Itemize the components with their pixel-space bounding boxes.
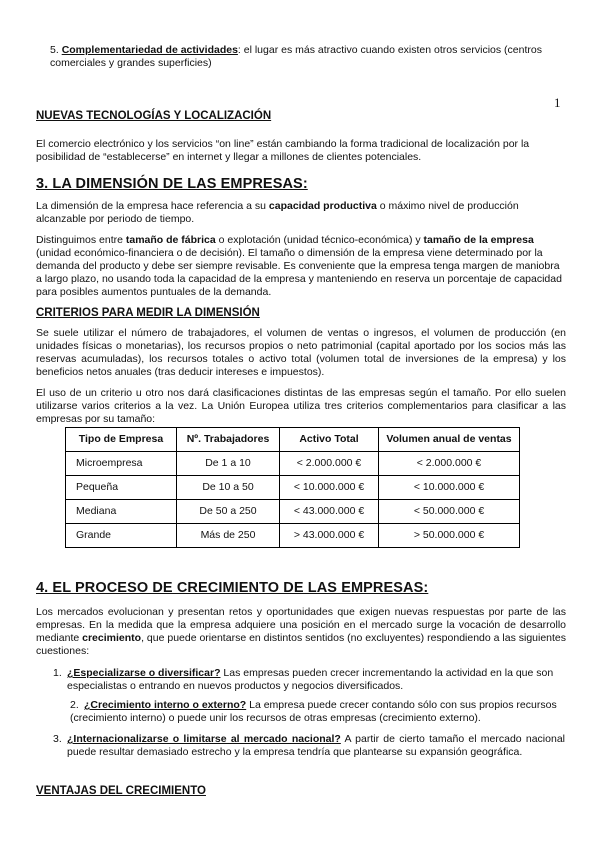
table-cell: De 10 a 50 bbox=[177, 476, 280, 500]
table-cell: De 50 a 250 bbox=[177, 500, 280, 524]
table-cell: > 43.000.000 € bbox=[280, 524, 379, 548]
section-heading-tech: NUEVAS TECNOLOGÍAS Y LOCALIZACIÓN bbox=[36, 110, 272, 122]
text-run: La dimensión de la empresa hace referencia a su bbox=[36, 200, 269, 212]
page-number: 1 bbox=[554, 95, 561, 110]
table-cell: De 1 a 10 bbox=[177, 452, 280, 476]
table-cell: Mediana bbox=[66, 500, 177, 524]
question-text: ¿Especializarse o diversificar? bbox=[67, 667, 221, 679]
question-text: ¿Crecimiento interno o externo? bbox=[84, 699, 247, 711]
text-run: (unidad económico-financiera o de decisión). El tamaño o dimensión de la empresa viene determinado por la demanda del producto y debe ser siempre revisable. Es conveniente que la empresa tenga margen de maniobra a largo plazo, no usando toda la capacidad de la empresa y manteniendo en reserva un porcentaje de capacidad para posibles aumentos puntuales de la demanda. bbox=[36, 247, 562, 298]
dimension-paragraph-1 bbox=[36, 200, 566, 226]
dimension-paragraph-2 bbox=[36, 234, 566, 299]
growth-paragraph bbox=[36, 606, 566, 658]
answer-text: La empresa puede crecer contando sólo con sus propios recursos (crecimiento interno) o puede unir los recursos de otras empresas (crecimiento externo). bbox=[70, 699, 557, 724]
question-text: ¿Internacionalizarse o limitarse al mercado nacional? bbox=[67, 733, 341, 745]
tech-paragraph: El comercio electrónico y los servicios “on line” están cambiando la forma tradicional de localización por la posibilidad de “establecerse” en internet y llegar a millones de clientes potenciales. bbox=[36, 138, 530, 163]
answer-text: A partir de cierto tamaño el mercado nacional puede resultar demasiado estrecho y la empresa tendría que plantearse su expansión geográfica. bbox=[67, 733, 565, 758]
item-number: 3. bbox=[53, 733, 62, 745]
size-criteria-table bbox=[65, 427, 520, 548]
list-item bbox=[53, 733, 565, 759]
item-number: 1. bbox=[53, 667, 62, 679]
section-heading-advantages: VENTAJAS DEL CRECIMIENTO bbox=[36, 785, 206, 797]
column-header: Volumen anual de ventas bbox=[379, 428, 520, 452]
table-cell: < 2.000.000 € bbox=[379, 452, 520, 476]
item-text: : el lugar es más atractivo cuando existen otros servicios (centros comerciales y grandes superficies) bbox=[50, 44, 542, 69]
table-cell: < 10.000.000 € bbox=[379, 476, 520, 500]
answer-text: Las empresas pueden crecer incrementando la actividad en la que son especialistas o entrando en nuevos productos y negocios diversificados. bbox=[67, 667, 554, 692]
section-heading-criteria: CRITERIOS PARA MEDIR LA DIMENSIÓN bbox=[36, 307, 260, 319]
table-cell: Microempresa bbox=[66, 452, 177, 476]
table-cell: Grande bbox=[66, 524, 177, 548]
item-term: Complementariedad de actividades bbox=[61, 44, 238, 56]
bold-term: tamaño de fábrica bbox=[125, 234, 216, 246]
column-header: Activo Total bbox=[280, 428, 379, 452]
text-run: Distinguimos entre bbox=[36, 234, 126, 246]
table-row bbox=[66, 452, 520, 476]
table-row bbox=[66, 476, 520, 500]
text-run: Los mercados evolucionan y presentan retos y oportunidades que exigen nuevas respuestas por parte de las empresas. En la medida que la empresa adquiere una posición en el mercado surge la vocación de desarrollo mediante bbox=[36, 606, 566, 644]
bold-term: tamaño de la empresa bbox=[423, 234, 534, 246]
table-row bbox=[66, 524, 520, 548]
bold-term: crecimiento bbox=[82, 632, 142, 644]
item-number: 2. bbox=[70, 699, 79, 711]
text-run: o máximo nivel de producción alcanzable por periodo de tiempo. bbox=[36, 200, 519, 225]
table-cell: < 10.000.000 € bbox=[280, 476, 379, 500]
table-row bbox=[66, 500, 520, 524]
criteria-paragraph-2: El uso de un criterio u otro nos dará clasificaciones distintas de las empresas según el tamaño. Por ello suelen utilizarse varios criterios a la vez. La Unión Europea utiliza tres criterios complementarios para clasificar a las empresas por su tamaño: bbox=[36, 387, 566, 425]
table-cell: Más de 250 bbox=[177, 524, 280, 548]
table-cell: > 50.000.000 € bbox=[379, 524, 520, 548]
table-header-row bbox=[66, 428, 520, 452]
bold-term: capacidad productiva bbox=[268, 200, 377, 212]
list-item bbox=[70, 699, 565, 725]
section-heading-dimension: 3. LA DIMENSIÓN DE LAS EMPRESAS: bbox=[36, 176, 308, 192]
table-cell: < 2.000.000 € bbox=[280, 452, 379, 476]
list-item bbox=[53, 667, 565, 693]
item-number: 5. bbox=[50, 44, 59, 56]
criteria-paragraph-1: Se suele utilizar el número de trabajadores, el volumen de ventas o ingresos, el volumen de producción (en unidades físicas o monetarias), los recursos propios o neto patrimonial (capital aportado por los socios más las reservas acumuladas), los recursos totales o activo total (volumen total de inversiones de la empresa) y los beneficios netos anuales (tras deducir intereses e impuestos). bbox=[36, 327, 566, 378]
column-header: Nº. Trabajadores bbox=[177, 428, 280, 452]
column-header: Tipo de Empresa bbox=[66, 428, 177, 452]
section-heading-growth: 4. EL PROCESO DE CRECIMIENTO DE LAS EMPRESAS: bbox=[36, 580, 429, 596]
table-cell: < 50.000.000 € bbox=[379, 500, 520, 524]
text-run: o explotación (unidad técnico-económica) y bbox=[215, 234, 424, 246]
text-run: , que puede orientarse en distintos sentidos (no excluyentes) respondiendo a las siguientes cuestiones: bbox=[36, 632, 567, 657]
table-cell: Pequeña bbox=[66, 476, 177, 500]
list-item-5 bbox=[50, 44, 550, 70]
table-cell: < 43.000.000 € bbox=[280, 500, 379, 524]
